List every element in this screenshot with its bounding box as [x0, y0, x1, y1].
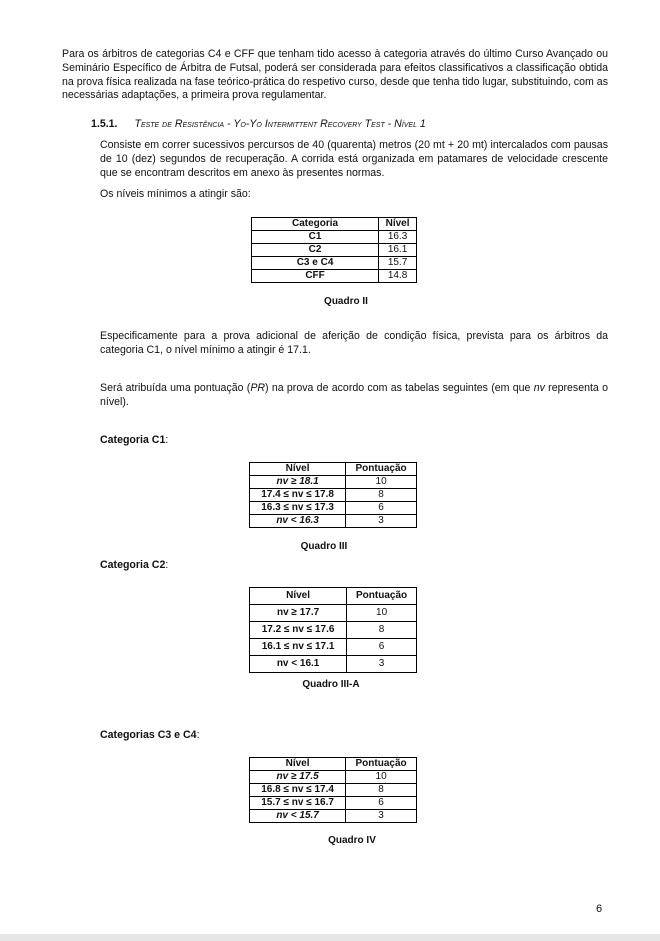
- table-cell: CFF: [252, 270, 379, 283]
- table-cell: 3: [346, 810, 417, 823]
- section-heading: [91, 118, 426, 131]
- table-row: [250, 784, 417, 797]
- subhead-colon: :: [196, 729, 200, 741]
- quadro-iv-caption: Quadro IV: [328, 835, 376, 846]
- table-cell: nv < 16.3: [250, 515, 346, 528]
- table-cell: 8: [346, 784, 417, 797]
- table-cell: 16.1: [379, 244, 417, 257]
- intro-paragraph: Para os árbitros de categorias C4 e CFF que tenham tido acesso à categoria através do último Curso Avançado ou Seminário Específico de Árbitra de Futsal, poderá ser considerada para efeitos classificativos a classificação obtida na prova física realizada na fase teórico-prática do respetivo curso, desde que tenha tido lugar, substituindo, com as necessárias adaptações, a primeira prova regulamentar.: [62, 48, 608, 102]
- quadro-ii-table: [251, 217, 417, 283]
- pontuacao-text-c: representa o nível).: [100, 382, 608, 408]
- table-cell: 10: [346, 476, 417, 489]
- pontuacao-text-b: ) na prova de acordo com as tabelas seguintes (em que: [265, 382, 534, 394]
- header-nivel: Nível: [379, 218, 417, 231]
- table-row: [252, 231, 417, 244]
- niveis-paragraph: Os níveis mínimos a atingir são:: [100, 188, 251, 200]
- header-pontuacao: Pontuação: [346, 758, 417, 771]
- table-cell: 16.3: [379, 231, 417, 244]
- table-row: [250, 639, 417, 656]
- table-cell: 6: [346, 502, 417, 515]
- header-pontuacao: Pontuação: [347, 588, 417, 605]
- subhead-categoria-c2: [100, 559, 168, 571]
- subhead-colon: :: [165, 559, 169, 571]
- table-row: [250, 810, 417, 823]
- table-cell: 16.1 ≤ nv ≤ 17.1: [250, 639, 347, 656]
- table-cell: 15.7 ≤ nv ≤ 16.7: [250, 797, 346, 810]
- table-cell: 8: [346, 489, 417, 502]
- table-cell: 6: [347, 639, 417, 656]
- header-categoria: Categoria: [252, 218, 379, 231]
- quadro-iii-caption: Quadro III: [300, 541, 348, 552]
- table-header-row: [250, 463, 417, 476]
- subhead-categorias-c3-c4: [100, 729, 200, 741]
- table-row: [252, 270, 417, 283]
- subhead-colon: :: [165, 434, 169, 446]
- quadro-ii-caption: Quadro II: [324, 296, 368, 307]
- table-cell: C3 e C4: [252, 257, 379, 270]
- table-row: [250, 476, 417, 489]
- table-cell: 10: [346, 771, 417, 784]
- subhead-label: Categoria C1: [100, 434, 166, 446]
- table-row: [252, 257, 417, 270]
- subhead-label: Categorias C3 e C4: [100, 729, 197, 741]
- table-row: [250, 605, 417, 622]
- pontuacao-text-a: Será atribuída uma pontuação (: [100, 382, 251, 394]
- table-cell: 8: [347, 622, 417, 639]
- table-cell: 3: [347, 656, 417, 673]
- table-row: [250, 622, 417, 639]
- pontuacao-nv: nv: [533, 382, 545, 394]
- table-row: [250, 771, 417, 784]
- table-cell: 17.2 ≤ nv ≤ 17.6: [250, 622, 347, 639]
- quadro-iii-a-caption: Quadro III-A: [302, 679, 360, 690]
- especificamente-paragraph: Especificamente para a prova adicional de aferição de condição física, prevista para os árbitros da categoria C1, o nível mínimo a atingir é 17.1.: [100, 330, 608, 356]
- header-pontuacao: Pontuação: [346, 463, 417, 476]
- table-cell: 14.8: [379, 270, 417, 283]
- table-cell: nv ≥ 17.7: [250, 605, 347, 622]
- table-cell: 10: [347, 605, 417, 622]
- table-cell: 6: [346, 797, 417, 810]
- header-nivel: Nível: [250, 588, 347, 605]
- header-nivel: Nível: [250, 758, 346, 771]
- table-cell: nv < 15.7: [250, 810, 346, 823]
- quadro-iii-a-table: [249, 587, 417, 673]
- quadro-iii-table: [249, 462, 417, 528]
- table-row: [252, 244, 417, 257]
- page-number: 6: [596, 903, 603, 915]
- table-cell: nv ≥ 18.1: [250, 476, 346, 489]
- bottom-divider: [0, 934, 660, 941]
- header-nivel: Nível: [250, 463, 346, 476]
- table-cell: 15.7: [379, 257, 417, 270]
- subhead-categoria-c1: [100, 434, 168, 446]
- table-cell: 17.4 ≤ nv ≤ 17.8: [250, 489, 346, 502]
- table-row: [250, 502, 417, 515]
- table-row: [250, 489, 417, 502]
- table-header-row: [250, 588, 417, 605]
- table-cell: C2: [252, 244, 379, 257]
- table-row: [250, 515, 417, 528]
- table-cell: C1: [252, 231, 379, 244]
- table-cell: 16.8 ≤ nv ≤ 17.4: [250, 784, 346, 797]
- section-title: Teste de Resistência - Yo-Yo Intermittent Recovery Test - Nível 1: [134, 118, 426, 130]
- consiste-paragraph: Consiste em correr sucessivos percursos de 40 (quarenta) metros (20 mt + 20 mt) intercalados com pausas de 10 (dez) segundos de recuperação. A corrida está organizada em patamares de velocidade crescente que se encontram descritos em anexo às presentes normas.: [100, 139, 608, 179]
- table-header-row: [252, 218, 417, 231]
- pontuacao-pr: PR: [250, 382, 266, 394]
- table-cell: 16.3 ≤ nv ≤ 17.3: [250, 502, 346, 515]
- subhead-label: Categoria C2: [100, 559, 166, 571]
- table-row: [250, 797, 417, 810]
- pontuacao-paragraph: [100, 382, 608, 410]
- table-cell: 3: [346, 515, 417, 528]
- table-cell: nv < 16.1: [250, 656, 347, 673]
- section-number: 1.5.1.: [91, 118, 118, 130]
- table-row: [250, 656, 417, 673]
- table-header-row: [250, 758, 417, 771]
- quadro-iv-table: [249, 757, 417, 823]
- table-cell: nv ≥ 17.5: [250, 771, 346, 784]
